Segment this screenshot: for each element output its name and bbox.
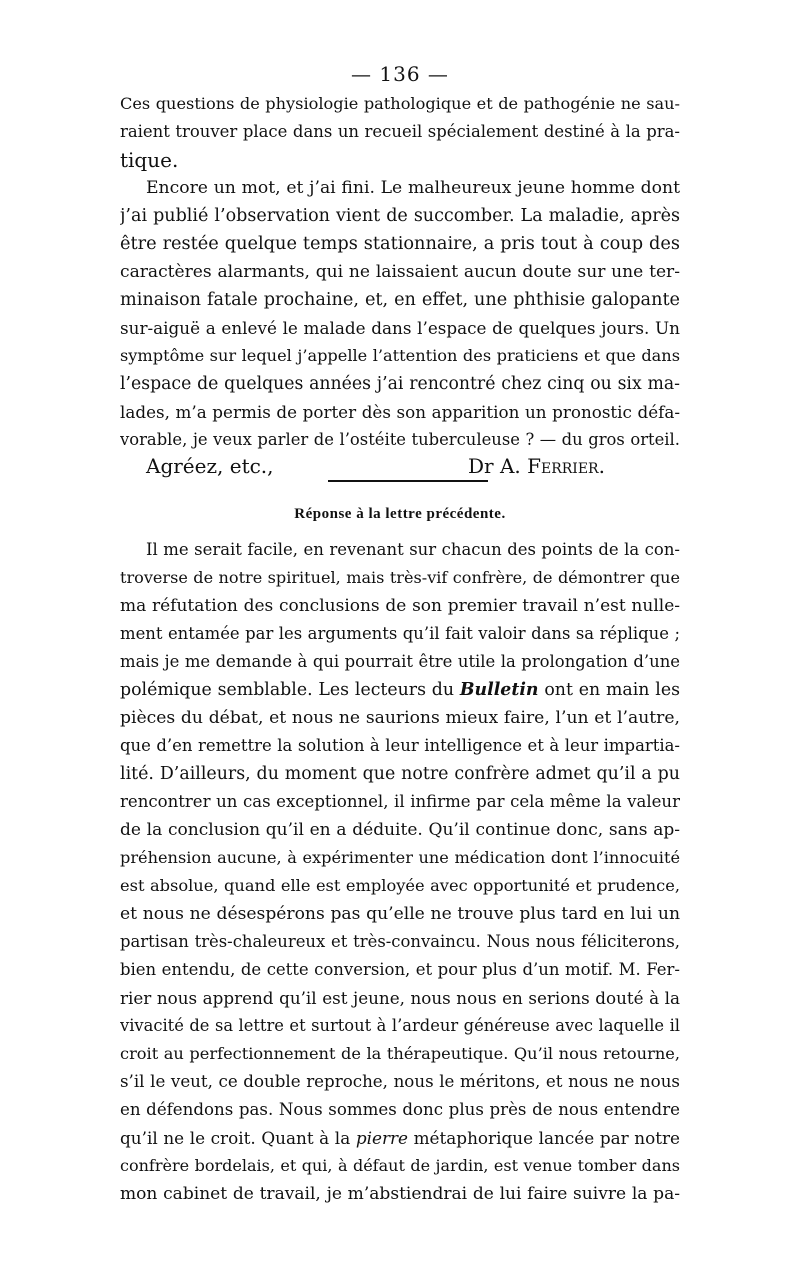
letter-signature bbox=[468, 452, 605, 480]
section-divider bbox=[328, 480, 488, 482]
text-line: est absolue, quand elle est employée avec opportunité et prudence, bbox=[120, 876, 680, 895]
text-line: et nous ne désespérons pas qu’elle ne trouve plus tard en lui un bbox=[120, 904, 680, 924]
text-line: raient trouver place dans un recueil spécialement destiné à la pra- bbox=[120, 122, 680, 141]
signature-prefix: Dr A. bbox=[468, 454, 521, 478]
text-line: confrère bordelais, et qui, à défaut de jardin, est venue tomber dans bbox=[120, 1156, 680, 1175]
text-line bbox=[120, 676, 680, 704]
italic-title: Bulletin bbox=[459, 680, 539, 700]
section-title: Réponse à la lettre précédente. bbox=[294, 506, 506, 522]
text-line: de la conclusion qu’il en a déduite. Qu’il continue donc, sans ap- bbox=[120, 820, 680, 840]
text-line: sur-aiguë a enlevé le malade dans l’espace de quelques jours. Un bbox=[120, 318, 680, 338]
text-line: mon cabinet de travail, je m’abstiendrai de lui faire suivre la pa- bbox=[120, 1184, 680, 1204]
text-line: s’il le veut, ce double reproche, nous le méritons, et nous ne nous bbox=[120, 1072, 680, 1091]
page-number: — 136 — bbox=[351, 62, 449, 86]
text-line: vorable, je veux parler de l’ostéite tuberculeuse ? — du gros orteil. bbox=[120, 430, 680, 449]
text-line: l’espace de quelques années j’ai rencontré chez cinq ou six ma- bbox=[120, 374, 680, 394]
italic-word: pierre bbox=[355, 1128, 408, 1148]
text-line: préhension aucune, à expérimenter une médication dont l’innocuité bbox=[120, 848, 680, 867]
text-line: tique. bbox=[120, 148, 179, 172]
text-line: symptôme sur lequel j’appelle l’attention des praticiens et que dans bbox=[120, 346, 680, 365]
text-line: en défendons pas. Nous sommes donc plus près de nous entendre bbox=[120, 1100, 680, 1119]
text-line: vivacité de sa lettre et surtout à l’ardeur généreuse avec laquelle il bbox=[120, 1016, 680, 1035]
text-segment: ont en main les bbox=[538, 680, 680, 700]
text-line: croit au perfectionnement de la thérapeutique. Qu’il nous retourne, bbox=[120, 1044, 680, 1063]
text-line: lades, m’a permis de porter dès son apparition un pronostic défa- bbox=[120, 402, 680, 422]
text-line: être restée quelque temps stationnaire, a pris tout à coup des bbox=[120, 234, 680, 254]
text-line: rencontrer un cas exceptionnel, il infirme par cela même la valeur bbox=[120, 792, 680, 811]
text-segment: métaphorique lancée par notre bbox=[408, 1128, 680, 1148]
text-line: lité. D’ailleurs, du moment que notre confrère admet qu’il a pu bbox=[120, 764, 680, 784]
text-line: ment entamée par les arguments qu’il fait valoir dans sa réplique ; bbox=[120, 624, 680, 643]
text-line: Encore un mot, et j’ai fini. Le malheureux jeune homme dont bbox=[146, 178, 680, 198]
text-line: partisan très-chaleureux et très-convaincu. Nous nous féliciterons, bbox=[120, 932, 680, 951]
text-segment: polémique semblable. Les lecteurs du bbox=[120, 680, 460, 700]
text-line: caractères alarmants, qui ne laissaient aucun doute sur une ter- bbox=[120, 262, 680, 282]
letter-closing: Agréez, etc., bbox=[146, 454, 274, 478]
text-line: Ces questions de physiologie pathologique et de pathogénie ne sau- bbox=[120, 94, 680, 113]
text-line: j’ai publié l’observation vient de succomber. La maladie, après bbox=[120, 206, 680, 226]
text-line: Il me serait facile, en revenant sur chacun des points de la con- bbox=[146, 540, 680, 559]
text-line: troverse de notre spirituel, mais très-vif confrère, de démontrer que bbox=[120, 568, 680, 587]
text-line: ma réfutation des conclusions de son premier travail n’est nulle- bbox=[120, 596, 680, 616]
text-line: que d’en remettre la solution à leur intelligence et à leur impartia- bbox=[120, 736, 680, 755]
text-line: mais je me demande à qui pourrait être utile la prolongation d’une bbox=[120, 652, 680, 671]
text-line: minaison fatale prochaine, et, en effet, une phthisie galopante bbox=[120, 290, 680, 310]
text-line: bien entendu, de cette conversion, et pour plus d’un motif. M. Fer- bbox=[120, 960, 680, 979]
signature-name: Ferrier. bbox=[527, 454, 605, 478]
text-segment: qu’il ne le croit. Quant à la bbox=[120, 1128, 356, 1148]
text-line bbox=[120, 1124, 680, 1152]
text-line: pièces du débat, et nous ne saurions mieux faire, l’un et l’autre, bbox=[120, 708, 680, 728]
text-line: rier nous apprend qu’il est jeune, nous nous en serions douté à la bbox=[120, 988, 680, 1008]
